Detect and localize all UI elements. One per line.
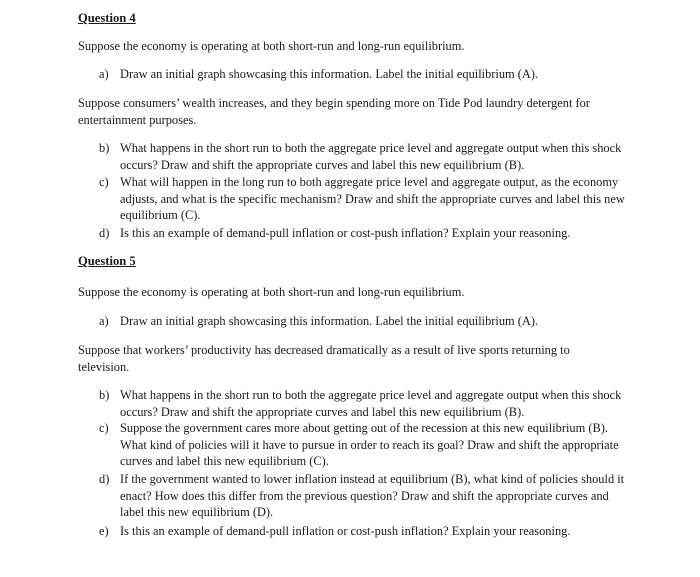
- part-text: Draw an initial graph showcasing this information. Label the initial equilibrium (A).: [120, 314, 539, 328]
- question-4-part-c: [99, 174, 629, 224]
- question-5-part-e: [99, 523, 629, 540]
- part-text: What happens in the short run to both the aggregate price level and aggregate output when this shock occurs? Draw and shift the appropriate curves and label this new equilibrium (B).: [120, 388, 622, 419]
- question-4-part-d: [99, 225, 629, 242]
- part-label: b): [99, 388, 110, 402]
- part-label: a): [99, 67, 109, 81]
- part-text: Draw an initial graph showcasing this information. Label the initial equilibrium (A).: [120, 67, 539, 81]
- question-5-part-b: [99, 387, 629, 420]
- question-5-part-c: [99, 420, 629, 470]
- part-text: If the government wanted to lower inflation instead at equilibrium (B), what kind of policies should it enact? How does this differ from the previous question? Draw and shift the appropriate curves and label this new equilibrium (D).: [120, 472, 625, 520]
- question-5-intro: Suppose the economy is operating at both short-run and long-run equilibrium.: [78, 285, 465, 299]
- part-label: d): [99, 472, 110, 486]
- part-text: What happens in the short run to both the aggregate price level and aggregate output when this shock occurs? Draw and shift the appropriate curves and label this new equilibrium (B).: [120, 141, 622, 172]
- part-label: a): [99, 314, 109, 328]
- part-label: c): [99, 421, 109, 435]
- question-5-part-d: [99, 471, 629, 521]
- question-5-part-a: [99, 313, 629, 330]
- question-4-part-a: [99, 66, 629, 83]
- part-label: d): [99, 226, 110, 240]
- part-text: Is this an example of demand-pull inflation or cost-push inflation? Explain your reasoning.: [120, 524, 571, 538]
- part-label: c): [99, 175, 109, 189]
- part-text: Suppose the government cares more about getting out of the recession at this new equilibrium (B). What kind of policies will it have to pursue in order to reach its goal? Draw and shift the appropriate curves and label this new equilibrium (C).: [120, 421, 619, 469]
- question-4-part-b: [99, 140, 629, 173]
- part-label: b): [99, 141, 110, 155]
- part-label: e): [99, 524, 109, 538]
- part-text: Is this an example of demand-pull inflation or cost-push inflation? Explain your reasoning.: [120, 226, 571, 240]
- question-4-intro: Suppose the economy is operating at both short-run and long-run equilibrium.: [78, 39, 465, 53]
- question-5-heading: Question 5: [78, 254, 136, 268]
- question-4-scenario: Suppose consumers’ wealth increases, and they begin spending more on Tide Pod laundry detergent for entertainment purposes.: [78, 96, 590, 127]
- question-5-scenario: Suppose that workers’ productivity has decreased dramatically as a result of live sports returning to television.: [78, 343, 570, 374]
- part-text: What will happen in the long run to both aggregate price level and aggregate output, as the economy adjusts, and what is the specific mechanism? Draw and shift the appropriate curves and label this new equilibrium (C).: [120, 175, 625, 223]
- question-4-heading: Question 4: [78, 11, 136, 25]
